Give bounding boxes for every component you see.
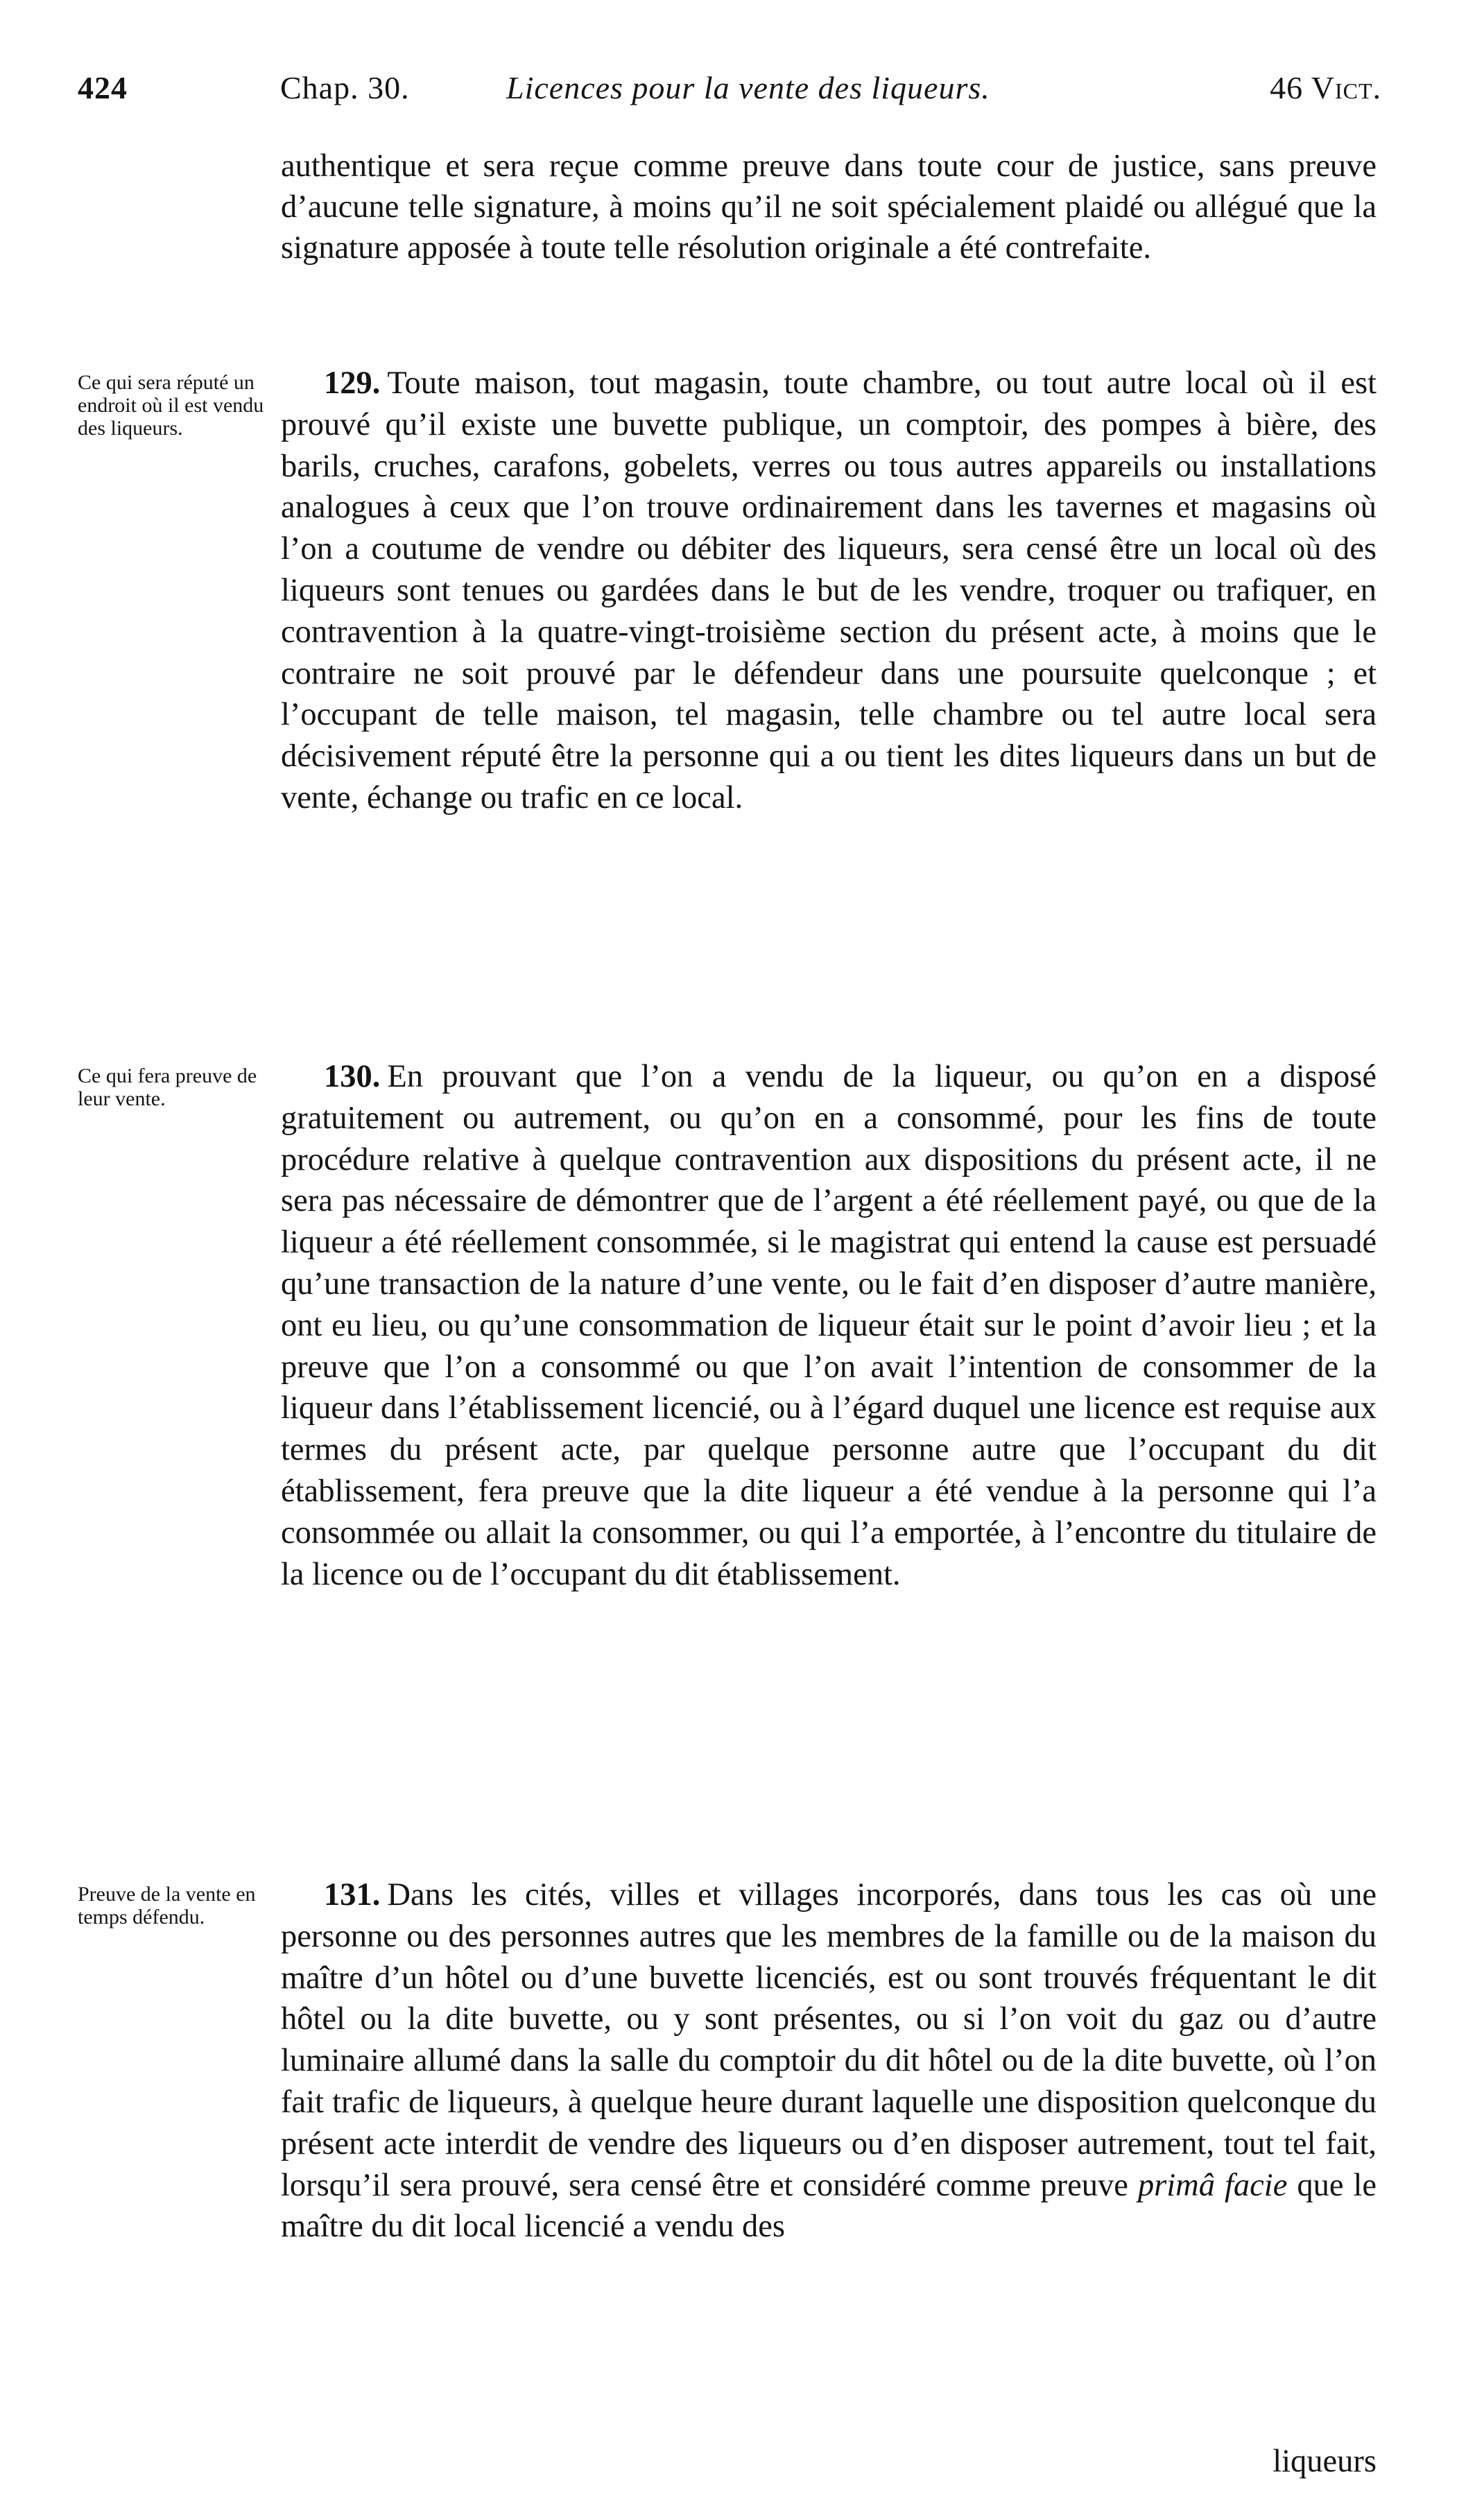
section-131 (281, 1874, 1377, 2247)
section-text: Dans les cités, villes et villages incorporés, dans tous les cas où une personne ou des personnes autres que les membres de la famille ou de la maison du maître d’un hôtel ou d’une buvette licenciés, est ou sont trouvés fréquentant le dit hôtel ou la dite buvette, ou y sont présentes, ou si l’on voit du gaz ou d’autre luminaire allumé dans la salle du comptoir du dit hôtel ou de la dite buvette, où l’on fait trafic de liqueurs, à quelque heure durant laquelle une disposition quelconque du présent acte interdit de vendre des liqueurs ou d’en disposer autrement, tout tel fait, lorsqu’il sera prouvé, sera censé être et considéré comme preuve (281, 1877, 1377, 2203)
intro-paragraph: authentique et sera reçue comme preuve dans toute cour de justice, sans preuve d’aucune telle signature, à moins qu’il ne soit spécialement plaidé ou allégué que la signature apposée à toute telle résolution originale a été contrefaite. (281, 148, 1377, 266)
italic-phrase: primâ facie (1137, 2167, 1288, 2203)
sidenote-131: Preuve de la vente en temps défendu. (78, 1883, 256, 1928)
catchword: liqueurs (1273, 2444, 1377, 2479)
chapter-label: Chap. 30. (280, 70, 410, 105)
regnal-year: 46 Vict. (1270, 70, 1381, 105)
section-text: Toute maison, tout magasin, toute chambre, ou tout autre local où il est prouvé qu’il existe une buvette publique, un comptoir, des pompes à bière, des barils, cruches, carafons, gobelets, verres ou tous autres appareils ou installations analogues à ceux que l’on trouve ordinairement dans les tavernes et magasins où l’on a coutume de vendre ou débiter des liqueurs, sera censé être un local où des liqueurs sont tenues ou gardées dans le but de les vendre, troquer ou trafiquer, en contravention à la quatre-vingt-troisième section du présent acte, à moins que le contraire ne soit prouvé par le défendeur dans une poursuite quelconque ; et l’occupant de telle maison, tel magasin, telle chambre ou tel autre local sera décisivement réputé être la personne qui a ou tient les dites liqueurs dans un but de vente, échange ou trafic en ce local. (281, 365, 1377, 815)
page-number: 424 (78, 70, 128, 105)
page-header (78, 69, 1381, 125)
sidenote-130: Ce qui fera preuve de leur vente. (78, 1064, 257, 1110)
section-text-end: que le maître du dit local licencié a vendu des (281, 2167, 1377, 2245)
sidenote-129: Ce qui sera réputé un endroit où il est vendu des liqueurs. (78, 371, 264, 440)
section-number: 131. (324, 1877, 381, 1913)
section-number: 130. (324, 1059, 381, 1094)
section-number: 129. (324, 365, 381, 401)
running-title: Licences pour la vente des liqueurs. (506, 70, 990, 105)
section-text: En prouvant que l’on a vendu de la liqueur, ou qu’on en a disposé gratuitement ou autrement, ou qu’on en a consommé, pour les fins de toute procédure relative à quelque contravention aux dispositions du présent acte, il ne sera pas nécessaire de démontrer que de l’argent a été réellement payé, ou que de la liqueur a été réellement consommée, si le magistrat qui entend la cause est persuadé qu’une transaction de la nature d’une vente, ou le fait d’en disposer d’autre manière, ont eu lieu, ou qu’une consommation de liqueur était sur le point d’avoir lieu ; et la preuve que l’on a consommé ou que l’on avait l’intention de consommer de la liqueur dans l’établissement licencié, ou à l’égard duquel une licence est requise aux termes du présent acte, par quelque personne autre que l’occupant du dit établissement, fera preuve que la dite liqueur a été vendue à la personne qui l’a consommée ou allait la consommer, ou qui l’a emportée, à l’encontre du titulaire de la licence ou de l’occupant du dit établissement. (281, 1059, 1377, 1592)
section-130 (281, 1056, 1377, 1595)
section-129 (281, 363, 1377, 819)
